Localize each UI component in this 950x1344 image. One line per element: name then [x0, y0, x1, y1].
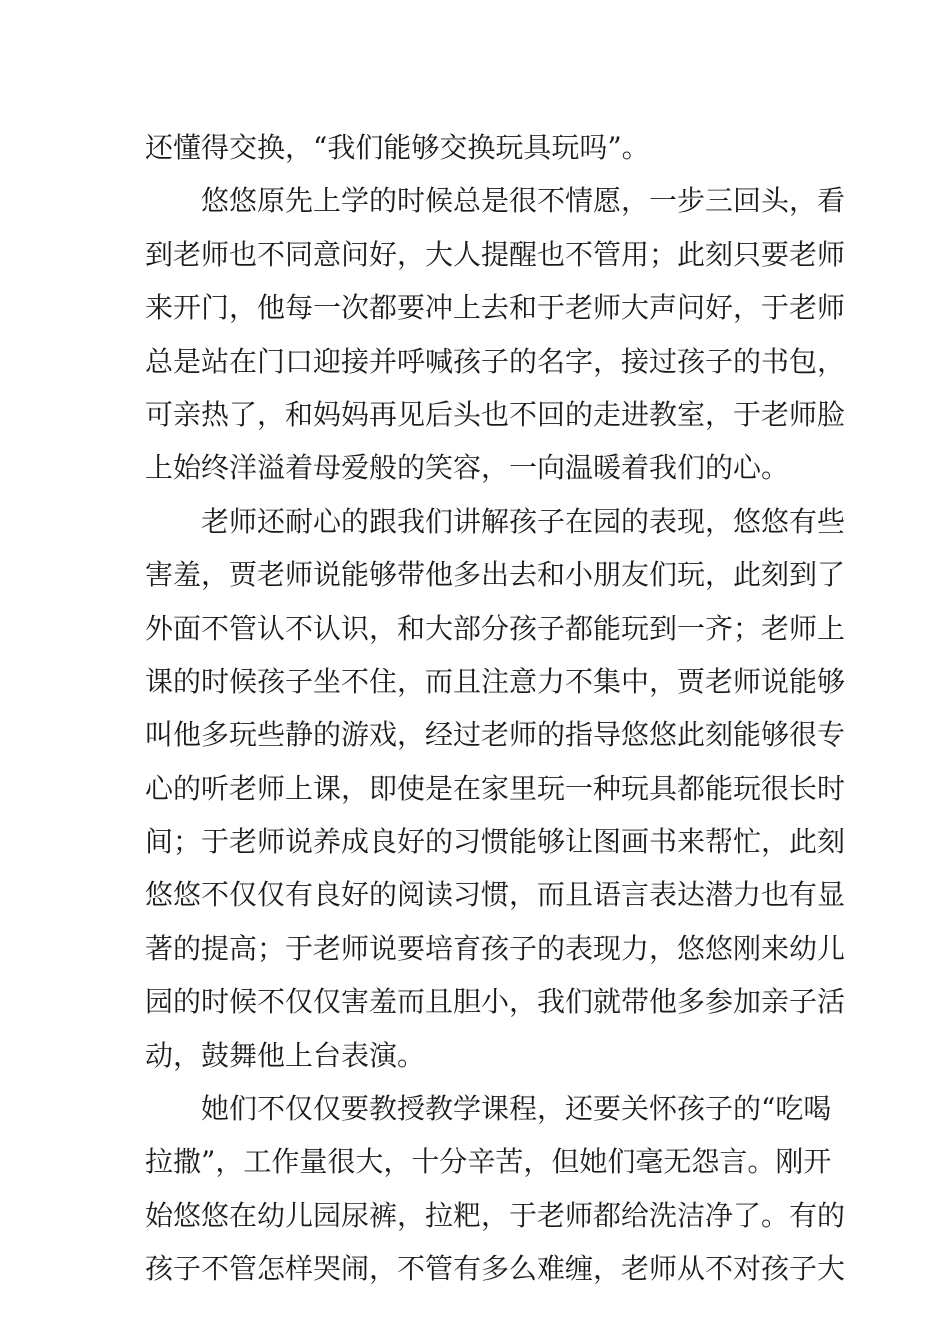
text-line: 来开门，他每一次都要冲上去和于老师大声问好，于老师 — [145, 291, 846, 325]
text-line: 外面不管认不认识，和大部分孩子都能玩到一齐；老师上 — [145, 611, 846, 645]
text-line: 还懂得交换，“我们能够交换玩具玩吗”。 — [145, 131, 650, 164]
text-line: 心的听老师上课，即使是在家里玩一种玩具都能玩很长时 — [145, 771, 846, 805]
text-line: 始悠悠在幼儿园尿裤，拉粑，于老师都给洗洁净了。有的 — [145, 1198, 846, 1232]
text-line: 动，鼓舞他上台表演。 — [145, 1038, 426, 1072]
text-line: 著的提高；于老师说要培育孩子的表现力，悠悠刚来幼儿 — [145, 931, 846, 965]
text-line: 间；于老师说养成良好的习惯能够让图画书来帮忙，此刻 — [145, 825, 846, 859]
text-line: 课的时候孩子坐不住，而且注意力不集中，贾老师说能够 — [145, 664, 846, 698]
text-line: 到老师也不同意问好，大人提醒也不管用；此刻只要老师 — [145, 237, 846, 271]
text-line: 悠悠原先上学的时候总是很不情愿，一步三回头，看 — [201, 184, 846, 218]
text-line: 可亲热了，和妈妈再见后头也不回的走进教室，于老师脸 — [145, 397, 846, 431]
text-line: 害羞，贾老师说能够带他多出去和小朋友们玩，此刻到了 — [145, 558, 846, 592]
text-line: 拉撒”，工作量很大，十分辛苦，但她们毫无怨言。刚开 — [145, 1145, 832, 1179]
body-text — [145, 121, 846, 1296]
text-line: 园的时候不仅仅害羞而且胆小，我们就带他多参加亲子活 — [145, 985, 846, 1019]
text-line: 老师还耐心的跟我们讲解孩子在园的表现，悠悠有些 — [201, 504, 846, 538]
text-line: 总是站在门口迎接并呼喊孩子的名字，接过孩子的书包， — [145, 344, 846, 378]
text-line: 叫他多玩些静的游戏，经过老师的指导悠悠此刻能够很专 — [145, 718, 846, 752]
text-line: 孩子不管怎样哭闹，不管有多么难缠，老师从不对孩子大 — [145, 1252, 846, 1286]
text-line: 悠悠不仅仅有良好的阅读习惯，而且语言表达潜力也有显 — [145, 878, 846, 912]
text-line: 上始终洋溢着母爱般的笑容，一向温暖着我们的心。 — [145, 451, 790, 485]
text-line: 她们不仅仅要教授教学课程，还要关怀孩子的“吃喝 — [201, 1092, 832, 1126]
